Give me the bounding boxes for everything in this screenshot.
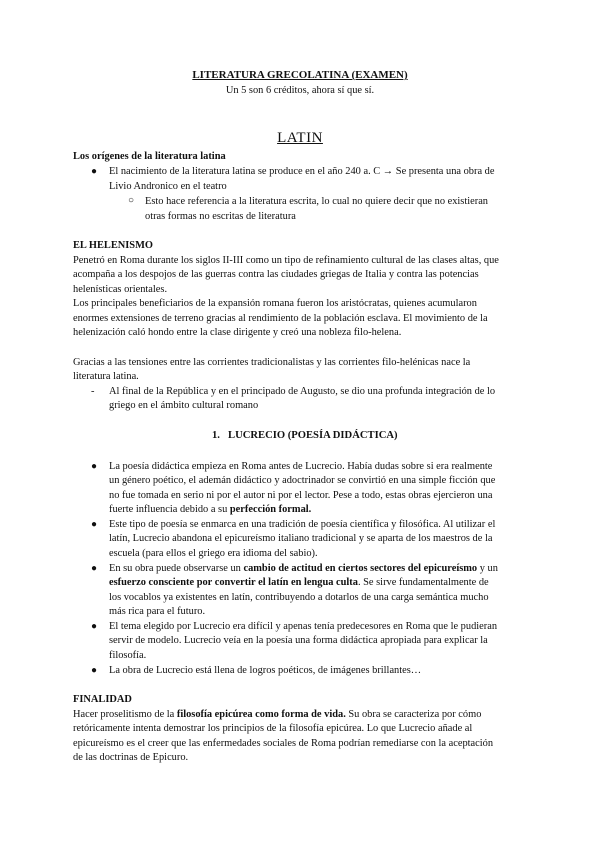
lucrecio-item-line: más rica para el futuro. xyxy=(109,606,206,617)
lucrecio-item-line: no fue tomada en serio ni por el autor ni por el lector. Pese a todo, estas obras ejercieron una xyxy=(109,490,493,501)
finalidad-text-line: de las doctrinas de Epicuro. xyxy=(73,752,189,763)
bold-text-run: perfección formal. xyxy=(229,504,312,515)
dash-bullet: - xyxy=(91,386,95,397)
helenismo-text-line: Los principales beneficiarios de la expansión romana fueron los aristócratas, quienes acumularon xyxy=(73,298,477,309)
lucrecio-number: 1. xyxy=(212,430,220,441)
text-run: En su obra puede observarse un xyxy=(109,563,244,574)
section-title-latin: LATIN xyxy=(277,130,323,146)
bullet-disc-icon: ● xyxy=(91,166,98,177)
bold-text-run: esfuerzo consciente por convertir el latín en lengua culta xyxy=(109,577,358,588)
finalidad-heading: FINALIDAD xyxy=(73,694,132,705)
text-run: fuerte influencia debido a su xyxy=(109,504,230,515)
lucrecio-item-line: los vocablos ya existentes en latín, contribuyendo a dotarlos de una carga semántica mucho xyxy=(109,592,489,603)
bullet-circle-icon: ○ xyxy=(128,195,135,206)
bullet-disc-icon: ● xyxy=(91,665,98,676)
origins-bullet-line: El nacimiento de la literatura latina se produce en el año 240 a. C → Se presenta una obra de xyxy=(109,166,495,177)
lucrecio-item-line: La obra de Lucrecio está llena de logros poéticos, de imágenes brillantes… xyxy=(109,665,422,676)
lucrecio-item-line xyxy=(109,576,489,591)
helenismo-text-line: Penetró en Roma durante los siglos II-III como un tipo de refinamiento cultural de las clases altas, que xyxy=(73,255,499,266)
helenismo-heading: EL HELENISMO xyxy=(73,240,153,251)
lucrecio-heading: LUCRECIO (POESÍA DIDÁCTICA) xyxy=(228,430,398,441)
text-run: y un xyxy=(477,563,498,574)
origins-heading: Los orígenes de la literatura latina xyxy=(73,151,226,162)
bold-text-run: cambio de actitud en ciertos sectores del epicureísmo xyxy=(243,563,478,574)
bullet-disc-icon: ● xyxy=(91,563,98,574)
helenismo-dash-line: Al final de la República y en el principado de Augusto, se dio una profunda integración de lo xyxy=(109,386,496,397)
document-subtitle: Un 5 son 6 créditos, ahora sí que sí. xyxy=(225,85,375,96)
lucrecio-item-line: La poesía didáctica empieza en Roma antes de Lucrecio. Había dudas sobre si era realmente xyxy=(109,461,493,472)
helenismo-text-line: helenísticas orientales. xyxy=(73,284,168,295)
lucrecio-item-line: escuela (para ellos el griego era idioma del sabio). xyxy=(109,548,318,559)
lucrecio-item-line: filosofía. xyxy=(109,650,147,661)
lucrecio-item-line: un género poético, el ademán didáctico y adoctrinador se convirtió en una simple ficción que xyxy=(109,475,496,486)
bullet-disc-icon: ● xyxy=(91,461,98,472)
helenismo-text-line: literatura latina. xyxy=(73,371,139,382)
document-title: LITERATURA GRECOLATINA (EXAMEN) xyxy=(192,69,408,81)
finalidad-text-line: retóricamente intenta demostrar los principios de la filosofía epicúrea. Lo que Lucrecio añade al xyxy=(73,723,473,734)
lucrecio-item-line: El tema elegido por Lucrecio era difícil y apenas tenía predecesores en Roma que le pudieran xyxy=(109,621,498,632)
text-run: Hacer proselitismo de la xyxy=(73,709,177,720)
text-run: Su obra se caracteriza por cómo xyxy=(345,709,482,720)
lucrecio-item-line: servir de modelo. Lucrecio veía en la poesía una forma didáctica apropiada para explicar la xyxy=(109,635,488,646)
helenismo-text-line: acompaña a los despojos de las guerras contra las ciudades griegas de Italia y contra las potencias xyxy=(73,269,479,280)
lucrecio-item-line: latín, Lucrecio abandona el epicureísmo italiano tradicional y se aparta de los maestros de la xyxy=(109,533,493,544)
text-run: . Se sirve fundamentalmente de xyxy=(357,577,489,588)
helenismo-text-line: Gracias a las tensiones entre las corrientes tradicionalistas y las corrientes filo-helénicas nace la xyxy=(73,357,471,368)
origins-subbullet-line: otras formas no escritas de literatura xyxy=(145,211,296,222)
finalidad-text-line: epicureísmo es el creer que las enfermedades sociales de Roma podrían remediarse con la aceptación xyxy=(73,738,494,749)
bullet-disc-icon: ● xyxy=(91,519,98,530)
finalidad-text-line xyxy=(73,708,481,723)
helenismo-text-line: enormes extensiones de terreno gracias al rendimiento de la población esclava. El movimiento de la xyxy=(73,313,488,324)
lucrecio-item-line xyxy=(109,562,498,577)
helenismo-text-line: helenización caló hondo entre la clase dirigente y creó una nobleza filo-helena. xyxy=(73,327,402,338)
bold-text-run: filosofía epicúrea como forma de vida. xyxy=(176,709,346,720)
helenismo-dash-line: griego en el ámbito cultural romano xyxy=(109,400,259,411)
origins-bullet-line: Livio Andronico en el teatro xyxy=(109,181,227,192)
lucrecio-item-line xyxy=(109,503,311,518)
lucrecio-item-line: Este tipo de poesía se enmarca en una tradición de poesía científica y filosófica. Al utilizar el xyxy=(109,519,496,530)
bullet-disc-icon: ● xyxy=(91,621,98,632)
origins-subbullet-line: Esto hace referencia a la literatura escrita, lo cual no quiere decir que no existieran xyxy=(145,196,489,207)
